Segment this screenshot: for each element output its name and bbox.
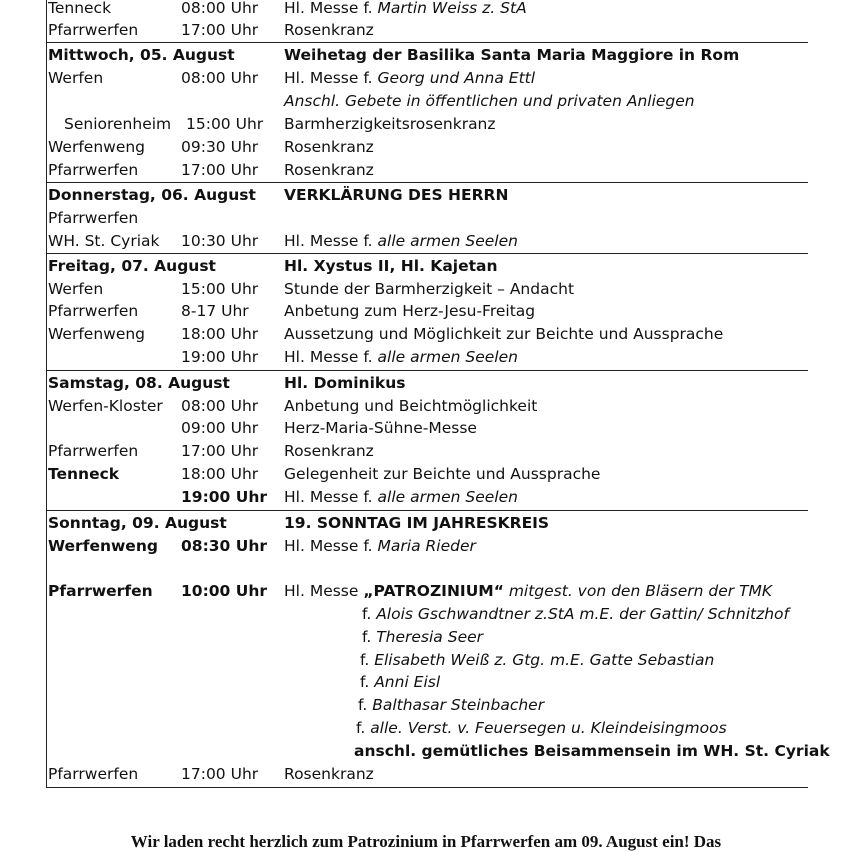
event-description [284, 90, 695, 112]
event-description [284, 395, 537, 417]
time: 18:00 Uhr [181, 465, 259, 483]
description-segment: f. [356, 719, 371, 737]
event-description [284, 44, 739, 66]
time: 09:00 Uhr [181, 419, 259, 437]
day-divider [46, 182, 808, 183]
description-segment: Weihetag der Basilika Santa Maria Maggiore in Rom [284, 46, 740, 64]
day-heading: Mittwoch, 05. August [48, 46, 235, 64]
description-segment: Anbetung zum Herz-Jesu-Freitag [284, 302, 536, 320]
event-description [284, 440, 374, 462]
event-description [284, 255, 498, 277]
left-border [46, 0, 47, 788]
event-description [284, 136, 374, 158]
description-segment: alle. Verst. v. Feuersegen u. Kleindeisingmoos [370, 719, 727, 737]
event-description [284, 463, 600, 485]
description-segment: Maria Rieder [377, 537, 476, 555]
event-description [284, 512, 549, 534]
time: 17:00 Uhr [181, 442, 259, 460]
time: 17:00 Uhr [181, 21, 259, 39]
event-description [284, 300, 535, 322]
location: Pfarrwerfen [48, 21, 139, 39]
description-segment: Anbetung und Beichtmöglichkeit [284, 397, 538, 415]
event-description [284, 67, 535, 89]
description-segment: Rosenkranz [284, 161, 374, 179]
description-segment: Rosenkranz [284, 138, 374, 156]
event-description [362, 603, 789, 625]
day-divider [46, 370, 808, 371]
description-segment: VERKLÄRUNG DES HERRN [284, 186, 509, 204]
location: Werfen [48, 280, 104, 298]
event-description [284, 159, 374, 181]
day-heading: Samstag, 08. August [48, 374, 230, 392]
day-divider [46, 253, 808, 254]
event-description [354, 740, 830, 762]
description-segment: Rosenkranz [284, 765, 374, 783]
event-description [284, 278, 574, 300]
event-description [284, 486, 518, 508]
event-description [356, 717, 727, 739]
description-segment: Rosenkranz [284, 442, 374, 460]
event-description [284, 19, 374, 41]
time: 15:00 Uhr [181, 280, 259, 298]
description-segment: „PATROZINIUM“ [363, 582, 504, 600]
event-description [358, 694, 544, 716]
day-divider [46, 42, 808, 43]
time: 17:00 Uhr [181, 161, 259, 179]
location: Werfen-Kloster [48, 397, 163, 415]
location: Werfenweng [48, 537, 158, 555]
description-segment: Anni Eisl [374, 673, 441, 691]
description-segment: mitgest. von den Bläsern der TMK [503, 582, 773, 600]
time: 17:00 Uhr [181, 765, 259, 783]
description-segment: f. [358, 696, 373, 714]
description-segment: Elisabeth Weiß z. Gtg. m.E. Gatte Sebastian [374, 651, 715, 669]
description-segment: f. [362, 628, 377, 646]
time: 18:00 Uhr [181, 325, 259, 343]
time: 10:00 Uhr [181, 582, 267, 600]
event-description [360, 649, 714, 671]
time: 8-17 Uhr [181, 302, 249, 320]
day-heading: Sonntag, 09. August [48, 514, 227, 532]
event-description [284, 535, 476, 557]
location: WH. St. Cyriak [48, 232, 160, 250]
description-segment: Rosenkranz [284, 21, 374, 39]
description-segment: alle armen Seelen [377, 348, 518, 366]
location: Pfarrwerfen [48, 442, 139, 460]
event-description [284, 113, 496, 135]
description-segment: Theresia Seer [376, 628, 484, 646]
description-segment: Martin Weiss z. StA [377, 0, 527, 17]
description-segment: Balthasar Steinbacher [372, 696, 545, 714]
description-segment: Hl. Messe f. [284, 488, 378, 506]
time: 09:30 Uhr [181, 138, 259, 156]
description-segment: anschl. gemütliches Beisammensein im WH. St. Cyriak [354, 742, 830, 760]
time: 08:00 Uhr [181, 0, 259, 17]
description-segment: Gelegenheit zur Beichte und Aussprache [284, 465, 601, 483]
description-segment: Hl. Messe f. [284, 0, 378, 17]
event-description [284, 372, 405, 394]
description-segment: alle armen Seelen [377, 232, 518, 250]
description-segment: Hl. Dominikus [284, 374, 406, 392]
description-segment: Alois Gschwandtner z.StA m.E. der Gattin/ Schnitzhof [376, 605, 789, 623]
event-description [284, 346, 518, 368]
description-segment: Hl. Messe [284, 582, 364, 600]
day-divider [46, 510, 808, 511]
description-segment: Herz-Maria-Sühne-Messe [284, 419, 477, 437]
location: Tenneck [48, 465, 120, 483]
day-heading: Freitag, 07. August [48, 257, 216, 275]
description-segment: Georg und Anna Ettl [377, 69, 536, 87]
description-segment: Hl. Messe f. [284, 69, 378, 87]
event-description [360, 671, 440, 693]
location: Pfarrwerfen [48, 302, 139, 320]
description-segment: 19. SONNTAG IM JAHRESKREIS [284, 514, 550, 532]
time: 08:30 Uhr [181, 537, 267, 555]
time: 08:00 Uhr [181, 69, 259, 87]
time: 19:00 Uhr [181, 488, 267, 506]
location: Pfarrwerfen [48, 582, 153, 600]
location: Pfarrwerfen [48, 161, 139, 179]
description-segment: Barmherzigkeitsrosenkranz [284, 115, 496, 133]
location: Pfarrwerfen [48, 765, 139, 783]
location: Werfenweng [48, 138, 146, 156]
event-description [284, 184, 508, 206]
event-description [362, 626, 483, 648]
description-segment: f. [362, 605, 377, 623]
event-description [284, 763, 374, 785]
description-segment: alle armen Seelen [377, 488, 518, 506]
location: Pfarrwerfen [48, 209, 139, 227]
description-segment: f. [360, 651, 375, 669]
footer-invitation: Wir laden recht herzlich zum Patrozinium in Pfarrwerfen am 09. August ein! Das [130, 832, 722, 851]
description-segment: Hl. Messe f. [284, 537, 378, 555]
event-description [284, 323, 723, 345]
description-segment: Hl. Messe f. [284, 348, 378, 366]
event-description [284, 230, 518, 252]
event-description [284, 580, 772, 602]
description-segment: f. [360, 673, 375, 691]
day-heading: Donnerstag, 06. August [48, 186, 256, 204]
description-segment: Hl. Xystus II, Hl. Kajetan [284, 257, 498, 275]
time: 08:00 Uhr [181, 397, 259, 415]
time: 19:00 Uhr [181, 348, 259, 366]
location: Werfenweng [48, 325, 146, 343]
description-segment: Stunde der Barmherzigkeit – Andacht [284, 280, 575, 298]
description-segment: Anschl. Gebete in öffentlichen und privaten Anliegen [284, 92, 695, 110]
event-description [284, 0, 527, 19]
description-segment: Aussetzung und Möglichkeit zur Beichte und Aussprache [284, 325, 724, 343]
time: 15:00 Uhr [186, 115, 264, 133]
location: Werfen [48, 69, 104, 87]
time: 10:30 Uhr [181, 232, 259, 250]
event-description [284, 417, 477, 439]
description-segment: Hl. Messe f. [284, 232, 378, 250]
day-divider [46, 787, 808, 788]
location: Tenneck [48, 0, 112, 17]
location: Seniorenheim [64, 115, 172, 133]
